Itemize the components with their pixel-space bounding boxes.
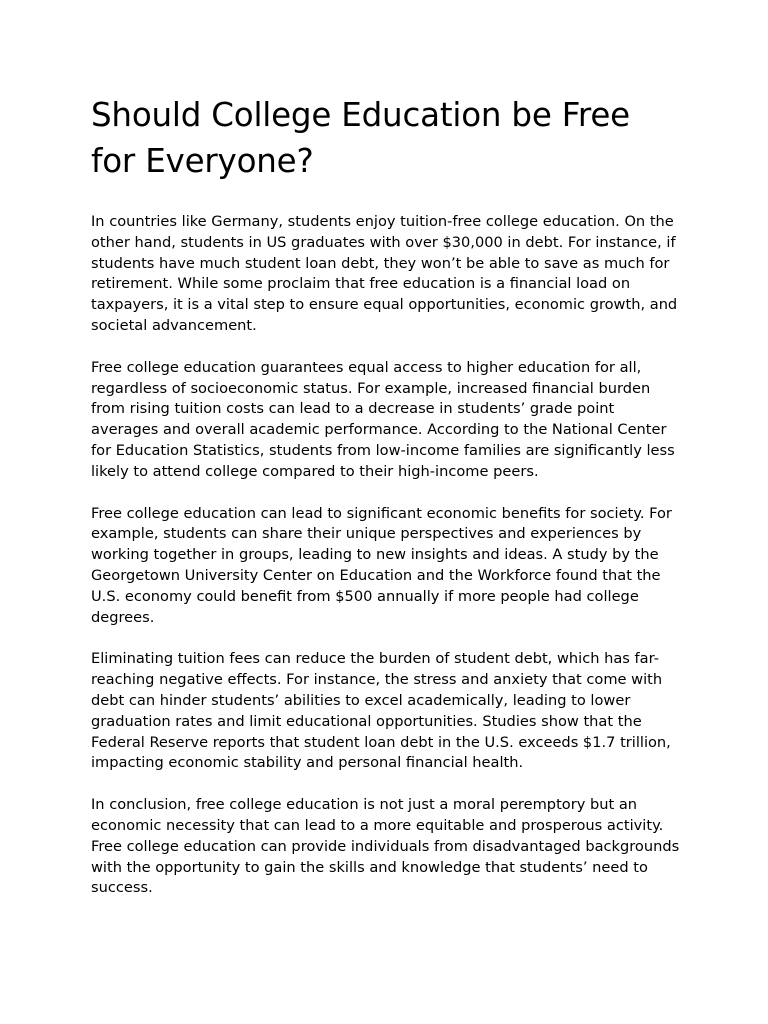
document-body xyxy=(91,92,681,920)
paragraph-student-debt: Eliminating tuition fees can reduce the burden of student debt, which has far-reaching negative effects. For instance, the stress and anxiety that come with debt can hinder students’ abilities to excel academically, leading to lower graduation rates and limit educational opportunities. Studies show that the Federal Reserve reports that student loan debt in the U.S. exceeds $1.7 trillion, impacting economic stability and personal financial health. xyxy=(91,650,671,772)
paragraph-list xyxy=(91,212,681,899)
paragraph-equal-access: Free college education guarantees equal access to higher education for all, regardless of socioeconomic status. For example, increased financial burden from rising tuition costs can lead to a decrease in students’ grade point averages and overall academic performance. According to the National Center for Education Statistics, students from low-income families are significantly less likely to attend college compared to their high-income peers. xyxy=(91,358,675,480)
paragraph-intro: In countries like Germany, students enjoy tuition-free college education. On the other hand, students in US graduates with over $30,000 in debt. For instance, if students have much student loan debt, they won’t be able to save as much for retirement. While some proclaim that free education is a financial load on taxpayers, it is a vital step to ensure equal opportunities, economic growth, and societal advancement. xyxy=(91,213,678,334)
document-title: Should College Education be Free for Everyone? xyxy=(91,96,630,180)
paragraph-conclusion: In conclusion, free college education is not just a moral peremptory but an economic necessity that can lead to a more equitable and prosperous activity. Free college education can provide individuals from disadvantaged backgrounds with the opportunity to gain the skills and knowledge that students’ need to success. xyxy=(91,796,680,897)
paragraph-economic-benefits: Free college education can lead to significant economic benefits for society. For example, students can share their unique perspectives and experiences by working together in groups, leading to new insights and ideas. A study by the Georgetown University Center on Education and the Workforce found that the U.S. economy could benefit from $500 annually if more people had college degrees. xyxy=(91,504,672,626)
